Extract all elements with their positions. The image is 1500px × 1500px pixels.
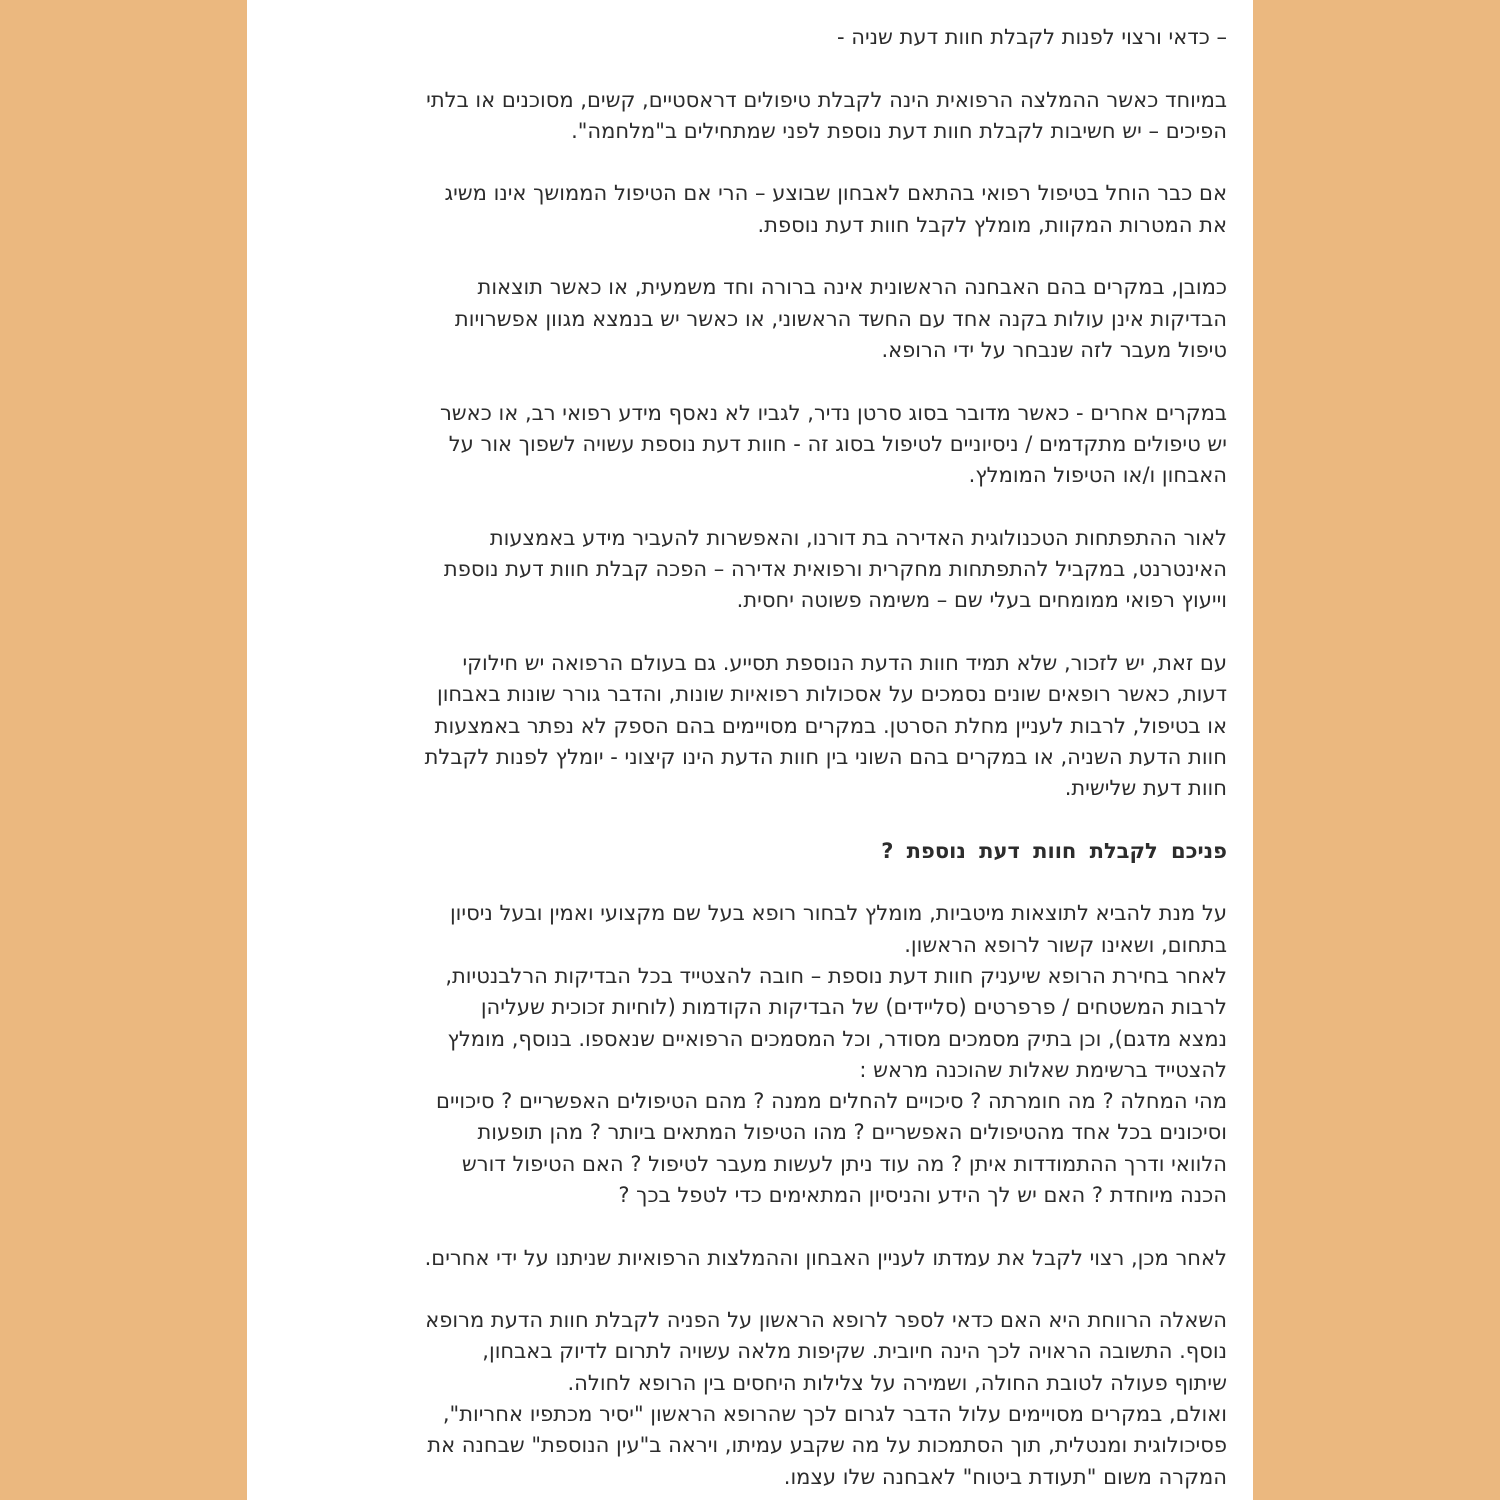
text-line: הלוואי ודרך ההתמודדות איתן ? מה עוד ניתן לעשות מעבר לטיפול ? האם הטיפול דורש bbox=[461, 1151, 1227, 1176]
text-line: יש טיפולים מתקדמים / ניסיוניים לטיפול בסוג זה - חוות דעת נוספת עשויה לשפוך אור על bbox=[448, 431, 1227, 456]
document-body bbox=[287, 22, 1227, 1493]
text-line: הפיכים – יש חשיבות לקבלת חוות דעת נוספת לפני שמתחילים ב"מלחמה". bbox=[571, 118, 1227, 143]
text-line: על מנת להביא לתוצאות מיטביות, מומלץ לבחור רופא בעל שם מקצועי ואמין ובעל ניסיון bbox=[449, 901, 1227, 926]
text-line: – כדאי ורצוי לפנות לקבלת חוות דעת שניה - bbox=[836, 25, 1227, 49]
text-line: לאור ההתפתחות הטכנולוגית האדירה בת דורנו, והאפשרות להעביר מידע באמצעות bbox=[489, 525, 1227, 550]
paragraph bbox=[287, 898, 1227, 961]
text-line: שיתוף פעולה לטובת החולה, ושמירה על צלילות היחסים בין הרופא לחולה. bbox=[567, 1370, 1227, 1395]
text-line: מהי המחלה ? מה חומרתה ? סיכויים להחלים ממנה ? מהם הטיפולים האפשריים ? סיכויים bbox=[436, 1089, 1227, 1114]
text-line: נוסף. התשובה הראויה לכך הינה חיובית. שקיפות מלאה עשויה לתרום לדיוק באבחון, bbox=[482, 1339, 1227, 1364]
text-line: הכנה מיוחדת ? האם יש לך הידע והניסיון המתאימים כדי לטפל בכך ? bbox=[618, 1182, 1227, 1207]
paragraph bbox=[287, 272, 1227, 366]
paragraph bbox=[287, 523, 1227, 617]
text-line: פניכם לקבלת חוות דעת נוספת ? bbox=[881, 838, 1227, 863]
text-line: טיפול מעבר לזה שנבחר על ידי הרופא. bbox=[881, 337, 1227, 362]
text-line: חוות דעת שלישית. bbox=[1064, 776, 1227, 801]
paragraph bbox=[287, 1305, 1227, 1399]
text-line: האבחון ו/או הטיפול המומלץ. bbox=[968, 463, 1227, 488]
section-heading bbox=[287, 836, 1227, 867]
text-line: את המטרות המקוות, מומלץ לקבל חוות דעת נוספת. bbox=[757, 212, 1227, 237]
paragraph bbox=[287, 178, 1227, 241]
paragraph bbox=[287, 1086, 1227, 1211]
paragraph bbox=[287, 648, 1227, 804]
text-line: נמצא מדגם), וכן בתיק מסמכים מסודר, וכל המסמכים הרפואיים שנאספו. בנוסף, מומלץ bbox=[447, 1026, 1227, 1051]
text-line: אם כבר הוחל בטיפול רפואי בהתאם לאבחון שבוצע – הרי אם הטיפול הממושך אינו משיג bbox=[444, 181, 1227, 206]
text-line: במקרים אחרים - כאשר מדובר בסוג סרטן נדיר, לגביו לא נאסף מידע רפואי רב, או כאשר bbox=[439, 400, 1227, 425]
text-line: חוות הדעת השניה, או במקרים בהם השוני בין חוות הדעת הינו קיצוני - יומלץ לפנות לקבלת bbox=[424, 744, 1227, 769]
paragraph bbox=[287, 85, 1227, 148]
text-line: האינטרנט, במקביל להתפתחות מחקרית ורפואית אדירה – הפכה קבלת חוות דעת נוספת bbox=[443, 557, 1227, 582]
text-line: וייעוץ רפואי ממומחים בעלי שם – משימה פשוטה יחסית. bbox=[736, 588, 1227, 613]
text-line: פסיכולוגית ומנטלית, תוך הסתמכות על מה שקבע עמיתו, ויראה ב"עין הנוספת" שבחנה את bbox=[427, 1433, 1227, 1458]
text-line: דעות, כאשר רופאים שונים נסמכים על אסכולות רפואיות שונות, והדבר גורר שונות באבחון bbox=[436, 682, 1227, 707]
text-line: או בטיפול, לרבות לעניין מחלת הסרטן. במקרים מסויימים בהם הספק לא נפתר באמצעות bbox=[434, 713, 1227, 738]
paragraph bbox=[287, 398, 1227, 492]
text-line: השאלה הרווחת היא האם כדאי לספר לרופא הראשון על הפניה לקבלת חוות הדעת מרופא bbox=[425, 1308, 1227, 1333]
text-line: המקרה משום "תעודת ביטוח" לאבחנה שלו עצמו. bbox=[783, 1464, 1227, 1489]
text-line: כמובן, במקרים בהם האבחנה הראשונית אינה ברורה וחד משמעית, או כאשר תוצאות bbox=[477, 275, 1227, 300]
text-line: במיוחד כאשר ההמלצה הרפואית הינה לקבלת טיפולים דראסטיים, קשים, מסוכנים או בלתי bbox=[426, 87, 1227, 112]
document-page bbox=[247, 0, 1253, 1500]
paragraph bbox=[287, 22, 1227, 53]
paragraph bbox=[287, 1399, 1227, 1493]
text-line: לרבות המשטחים / פרפרטים (סליידים) של הבדיקות הקודמות (לוחיות זכוכית שעליהן bbox=[480, 995, 1227, 1020]
text-line: לאחר מכן, רצוי לקבל את עמדתו לעניין האבחון וההמלצות הרפואיות שניתנו על ידי אחרים. bbox=[424, 1245, 1227, 1270]
text-line: בתחום, ושאינו קשור לרופא הראשון. bbox=[904, 932, 1227, 957]
text-line: הבדיקות אינן עולות בקנה אחד עם החשד הראשוני, או כאשר יש בנמצא מגוון אפשרויות bbox=[454, 306, 1227, 331]
paragraph bbox=[287, 961, 1227, 1086]
text-line: וסיכונים בכל אחד מהטיפולים האפשריים ? מהו הטיפול המתאים ביותר ? מהן תופעות bbox=[477, 1120, 1227, 1145]
text-line: עם זאת, יש לזכור, שלא תמיד חוות הדעת הנוספת תסייע. גם בעולם הרפואה יש חילוקי bbox=[462, 650, 1227, 675]
paragraph bbox=[287, 1243, 1227, 1274]
text-line: לאחר בחירת הרופא שיעניק חוות דעת נוספת – חובה להצטייד בכל הבדיקות הרלבנטיות, bbox=[445, 963, 1227, 988]
text-line: להצטייד ברשימת שאלות שהוכנה מראש : bbox=[859, 1057, 1227, 1082]
text-line: ואולם, במקרים מסויימים עלול הדבר לגרום לכך שהרופא הראשון "יסיר מכתפיו אחריות", bbox=[442, 1402, 1227, 1427]
